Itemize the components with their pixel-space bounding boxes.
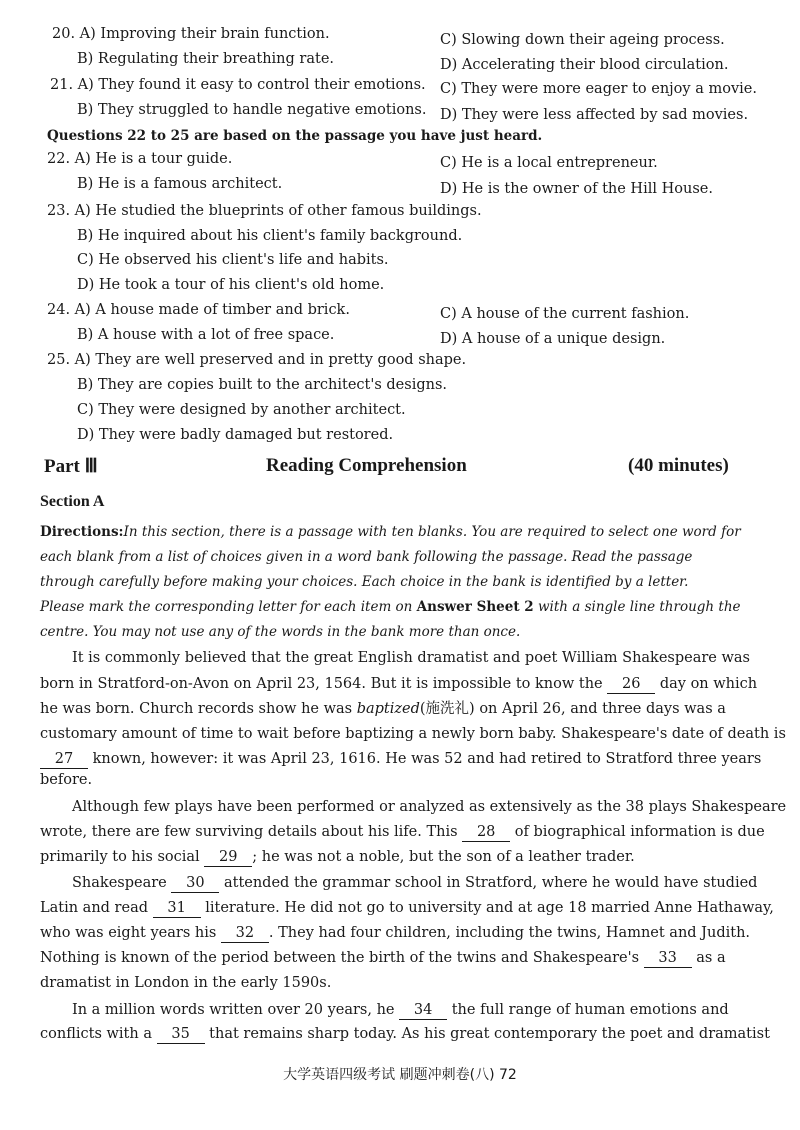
p1-line-2: born in Stratford-on-Avon on April 23, 1564. But it is impossible to know the 26 day on which <box>40 676 758 692</box>
q20-option-c: C) Slowing down their ageing process. <box>440 32 725 48</box>
q24-option-a: 24. A) A house made of timber and brick. <box>47 302 350 318</box>
section-a-heading: Section A <box>40 493 105 510</box>
part-time: (40 minutes) <box>628 455 729 476</box>
q22-option-a: 22. A) He is a tour guide. <box>47 151 233 167</box>
q25-option-d: D) They were badly damaged but restored. <box>77 427 394 443</box>
p1-line-6: before. <box>40 772 93 788</box>
blank-30[interactable]: 30 <box>171 875 219 893</box>
q24-option-c: C) A house of the current fashion. <box>440 306 690 322</box>
q24-option-d: D) A house of a unique design. <box>440 331 666 347</box>
q20-option-b: B) Regulating their breathing rate. <box>77 51 335 67</box>
directions-line-5: centre. You may not use any of the words in the bank more than once. <box>40 624 521 640</box>
q24-option-b: B) A house with a lot of free space. <box>77 327 335 343</box>
q25-option-c: C) They were designed by another architect. <box>77 402 406 418</box>
q25-option-b: B) They are copies built to the architect's designs. <box>77 377 448 393</box>
p4-line-2: conflicts with a 35 that remains sharp today. As his great contemporary the poet and dramatist <box>40 1026 770 1042</box>
directions-line-3: through carefully before making your choices. Each choice in the bank is identified by a letter. <box>40 574 689 590</box>
p1-line-3: he was born. Church records show he was baptized(施洗礼) on April 26, and three days was a <box>40 701 726 717</box>
q21-option-d: D) They were less affected by sad movies. <box>440 107 749 123</box>
page-footer: 大学英语四级考试 刷题冲刺卷(八) 72 <box>283 1067 517 1083</box>
p1-line-1: It is commonly believed that the great English dramatist and poet William Shakespeare was <box>72 650 750 666</box>
blank-35[interactable]: 35 <box>157 1026 205 1044</box>
q22-option-d: D) He is the owner of the Hill House. <box>440 181 713 197</box>
directions-line-2: each blank from a list of choices given in a word bank following the passage. Read the passage <box>40 549 693 565</box>
questions-22-25-heading: Questions 22 to 25 are based on the passage you have just heard. <box>47 128 543 144</box>
q23-option-c: C) He observed his client's life and habits. <box>77 252 389 268</box>
part-label: Part Ⅲ <box>44 456 98 477</box>
answer-sheet-ref: Answer Sheet 2 <box>416 599 534 615</box>
q23-option-b: B) He inquired about his client's family background. <box>77 228 463 244</box>
directions-line-4: Please mark the corresponding letter for each item on Answer Sheet 2 with a single line through the <box>40 599 741 615</box>
q23-option-a: 23. A) He studied the blueprints of other famous buildings. <box>47 203 482 219</box>
q25-option-a: 25. A) They are well preserved and in pretty good shape. <box>47 352 467 368</box>
p3-line-5: dramatist in London in the early 1590s. <box>40 975 332 991</box>
blank-31[interactable]: 31 <box>153 900 201 918</box>
p1-line-4: customary amount of time to wait before baptizing a newly born baby. Shakespeare's date of death is <box>40 726 786 742</box>
q21-option-c: C) They were more eager to enjoy a movie. <box>440 81 757 97</box>
blank-26[interactable]: 26 <box>607 676 655 694</box>
directions-label: Directions: <box>40 524 124 540</box>
p1-line-5: 27 known, however: it was April 23, 1616. He was 52 and had retired to Stratford three years <box>40 747 746 772</box>
blank-32[interactable]: 32 <box>221 925 269 943</box>
blank-29[interactable]: 29 <box>204 849 252 867</box>
p3-line-2: Latin and read 31 literature. He did not go to university and at age 18 married Anne Hathaway, <box>40 900 774 916</box>
p3-line-3: who was eight years his 32 . They had four children, including the twins, Hamnet and Judith. <box>40 925 751 941</box>
q20-option-d: D) Accelerating their blood circulation. <box>440 57 729 73</box>
q23-option-d: D) He took a tour of his client's old home. <box>77 277 385 293</box>
p2-line-2: wrote, there are few surviving details about his life. This 28 of biographical information is due <box>40 824 765 840</box>
p4-line-1: In a million words written over 20 years, he 34 the full range of human emotions and <box>72 1002 729 1018</box>
q20-option-a: 20. A) Improving their brain function. <box>52 26 330 42</box>
q22-option-c: C) He is a local entrepreneur. <box>440 155 658 171</box>
p3-line-1: Shakespeare 30 attended the grammar school in Stratford, where he would have studied <box>72 875 758 891</box>
blank-33[interactable]: 33 <box>644 950 692 968</box>
q22-option-b: B) He is a famous architect. <box>77 176 283 192</box>
blank-34[interactable]: 34 <box>399 1002 447 1020</box>
q21-option-a: 21. A) They found it easy to control their emotions. <box>50 77 426 93</box>
blank-28[interactable]: 28 <box>462 824 510 842</box>
q21-option-b: B) They struggled to handle negative emotions. <box>77 102 427 118</box>
p2-line-1: Although few plays have been performed or analyzed as extensively as the 38 plays Shakespeare <box>72 799 787 815</box>
directions-line-1: Directions:In this section, there is a passage with ten blanks. You are required to select one word for <box>40 524 741 540</box>
blank-27[interactable]: 27 <box>40 751 88 769</box>
part-title: Reading Comprehension <box>266 455 467 476</box>
p3-line-4: Nothing is known of the period between the birth of the twins and Shakespeare's 33 as a <box>40 950 726 966</box>
p2-line-3: primarily to his social 29 ; he was not a noble, but the son of a leather trader. <box>40 849 635 865</box>
